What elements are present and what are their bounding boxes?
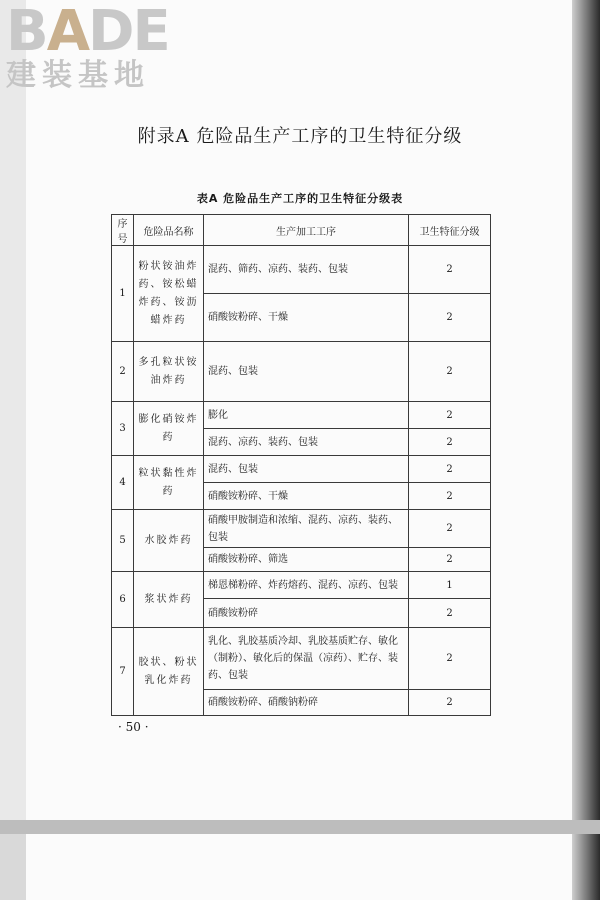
page-number: · 50 · — [118, 720, 149, 734]
row-grade: 2 — [409, 246, 491, 294]
row-process: 硝酸铵粉碎、干燥 — [204, 294, 409, 342]
table-row — [112, 510, 491, 548]
row-process: 混药、凉药、装药、包装 — [204, 429, 409, 456]
table-row — [112, 246, 491, 294]
watermark-logo — [6, 0, 169, 93]
row-process: 混药、包装 — [204, 342, 409, 402]
header-grade: 卫生特征分级 — [409, 215, 491, 246]
row-process: 硝酸铵粉碎、硝酸钠粉碎 — [204, 690, 409, 716]
row-grade: 2 — [409, 294, 491, 342]
row-grade: 2 — [409, 429, 491, 456]
page-gap — [0, 820, 600, 834]
row-seq: 6 — [112, 572, 134, 628]
row-process: 硝酸铵粉碎、筛选 — [204, 548, 409, 572]
row-process: 乳化、乳胶基质冷却、乳胶基质贮存、敏化（制粉）、敏化后的保温（凉药）、贮存、装药、包装 — [204, 628, 409, 690]
row-process: 混药、包装 — [204, 456, 409, 483]
row-hazard-name: 胶状、粉状乳化炸药 — [134, 628, 204, 716]
row-grade: 2 — [409, 628, 491, 690]
header-process: 生产加工工序 — [204, 215, 409, 246]
row-process: 混药、筛药、凉药、装药、包装 — [204, 246, 409, 294]
row-hazard-name: 粒状黏性炸药 — [134, 456, 204, 510]
row-seq: 2 — [112, 342, 134, 402]
row-process: 膨化 — [204, 402, 409, 429]
row-seq: 4 — [112, 456, 134, 510]
row-grade: 2 — [409, 599, 491, 628]
row-seq: 1 — [112, 246, 134, 342]
row-grade: 2 — [409, 456, 491, 483]
row-process: 梯恩梯粉碎、炸药熔药、混药、凉药、包装 — [204, 572, 409, 599]
row-seq: 7 — [112, 628, 134, 716]
table-row — [112, 456, 491, 483]
header-name: 危险品名称 — [134, 215, 204, 246]
row-grade: 2 — [409, 510, 491, 548]
appendix-title: 附录A 危险品生产工序的卫生特征分级 — [137, 126, 463, 147]
row-seq: 3 — [112, 402, 134, 456]
row-hazard-name: 水胶炸药 — [134, 510, 204, 572]
row-grade: 2 — [409, 342, 491, 402]
row-hazard-name: 粉状铵油炸药、铵松蜡炸药、铵沥蜡炸药 — [134, 246, 204, 342]
row-grade: 2 — [409, 690, 491, 716]
table-header-row — [112, 215, 491, 246]
table-row — [112, 628, 491, 690]
row-grade: 2 — [409, 548, 491, 572]
table-row — [112, 572, 491, 599]
row-process: 硝酸铵粉碎、干燥 — [204, 483, 409, 510]
row-grade: 2 — [409, 483, 491, 510]
row-process: 硝酸甲胺制造和浓缩、混药、凉药、装药、包装 — [204, 510, 409, 548]
row-hazard-name: 膨化硝铵炸药 — [134, 402, 204, 456]
row-process: 硝酸铵粉碎 — [204, 599, 409, 628]
watermark-brand: BADE — [6, 0, 169, 64]
hazard-grade-table — [111, 214, 491, 716]
table-caption: 表A 危险品生产工序的卫生特征分级表 — [196, 192, 404, 205]
row-grade: 2 — [409, 402, 491, 429]
row-hazard-name: 多孔粒状铵油炸药 — [134, 342, 204, 402]
next-page — [26, 834, 572, 900]
table-row — [112, 342, 491, 402]
watermark-subtitle: 建装基地 — [6, 58, 150, 93]
next-page-edge-shadow — [572, 834, 600, 900]
row-hazard-name: 浆状炸药 — [134, 572, 204, 628]
row-seq: 5 — [112, 510, 134, 572]
row-grade: 1 — [409, 572, 491, 599]
header-seq: 序号 — [112, 215, 134, 246]
table-row — [112, 402, 491, 429]
